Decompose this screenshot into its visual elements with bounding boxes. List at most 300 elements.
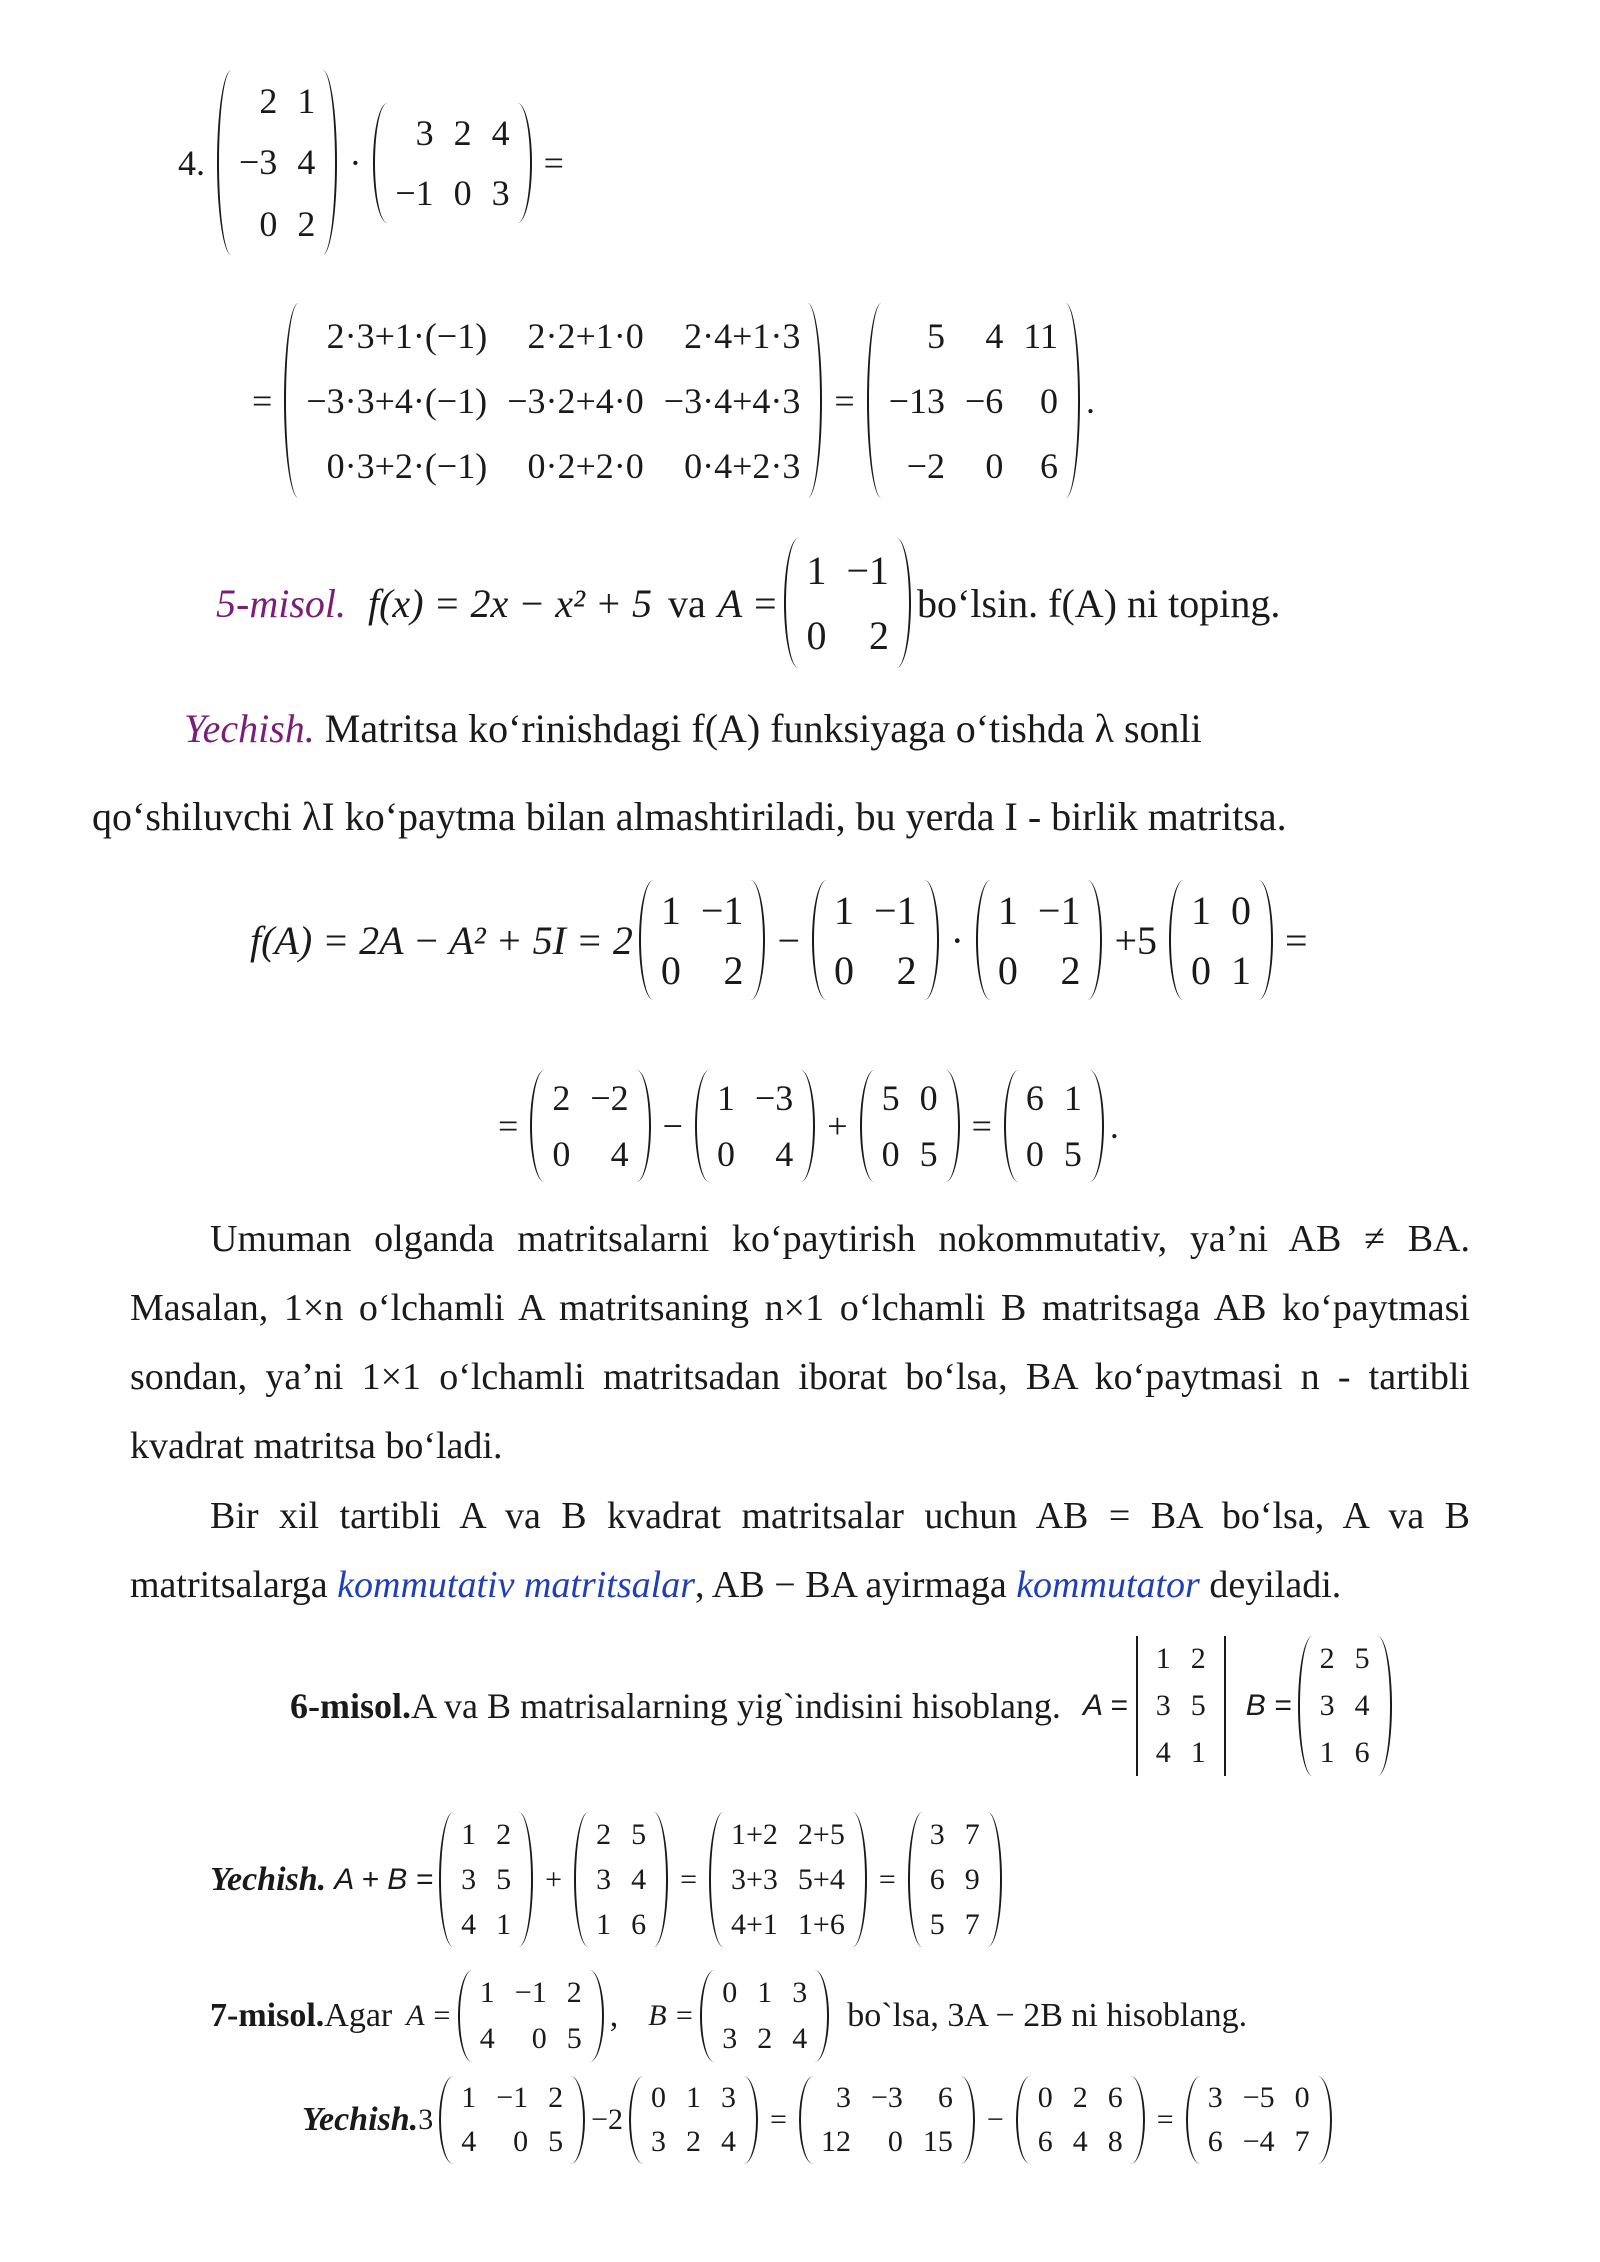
left-bracket <box>433 1812 451 1947</box>
left-bracket <box>1292 1636 1310 1776</box>
coefficient: 3 <box>418 2103 434 2136</box>
matrix-row <box>1146 1729 1216 1776</box>
matrix-cell: −1 <box>1037 887 1081 933</box>
matrix-row <box>721 1902 855 1947</box>
matrix <box>568 1812 674 1947</box>
matrix-cell: 6 <box>1107 2081 1123 2114</box>
matrix <box>1292 1636 1398 1776</box>
matrix-row <box>796 538 899 603</box>
statement-text: Agar <box>324 1997 393 2034</box>
matrix-row <box>721 1857 855 1902</box>
right-bracket <box>753 880 771 1000</box>
matrix-row <box>707 1070 803 1126</box>
matrix-row <box>712 1970 817 2016</box>
right-bracket <box>639 1070 657 1182</box>
matrix <box>1163 880 1279 1000</box>
dot-operator: · <box>950 917 964 963</box>
matrix-cell: 1 <box>716 1078 735 1118</box>
paragraph-noncommutative <box>130 1205 1470 1481</box>
conjunction: va <box>667 580 706 626</box>
right-bracket <box>810 303 828 498</box>
matrix-lhs: A = <box>1082 1689 1128 1722</box>
example-4-line2 <box>246 303 1095 498</box>
left-bracket <box>902 1812 920 1947</box>
matrix-body <box>879 303 1068 498</box>
matrix-cell: −1 <box>874 887 917 933</box>
statement-tail: bo‘lsin. f(A) ni toping. <box>917 580 1281 626</box>
solution-6 <box>210 1812 1008 1947</box>
right-bracket <box>817 1970 835 2062</box>
matrix-row <box>824 880 927 940</box>
solution-text: Matritsa ko‘rinishdagi f(A) funksiyaga o‘tishda λ sonli <box>324 706 1202 751</box>
matrix-cell: −6 <box>965 380 1004 421</box>
matrix-cell: 1 <box>1063 1078 1082 1118</box>
matrix-row <box>707 1126 803 1182</box>
matrix-row <box>451 2120 573 2164</box>
right-bracket <box>899 538 917 668</box>
matrix-cell: 7 <box>964 1817 980 1851</box>
matrix-cell: 2 <box>757 2022 773 2055</box>
matrix-cell: 1 <box>496 1907 512 1941</box>
left-bracket <box>568 1812 586 1947</box>
matrix-row <box>229 193 325 255</box>
right-bracket <box>1090 880 1108 1000</box>
matrix-cell: 2 <box>1319 1642 1335 1676</box>
matrix-cell: 2 <box>723 947 744 993</box>
left-bracket <box>433 2076 451 2164</box>
matrix-cell: 4 <box>721 2125 737 2158</box>
matrix-row <box>470 1970 592 2016</box>
matrix-row <box>296 303 810 368</box>
matrix-cell: 3+3 <box>730 1862 778 1896</box>
left-bracket <box>694 1970 712 2062</box>
term-commutative-matrices: kommutativ matritsalar <box>337 1564 695 1606</box>
left-bracket <box>623 2076 641 2164</box>
matrix-cell: 0·3+2·(−1) <box>326 445 488 486</box>
matrix-cell: 3 <box>792 1976 808 2009</box>
minus-two: −2 <box>591 2103 624 2136</box>
matrix-cell: 4 <box>461 1907 477 1941</box>
matrix-row <box>824 940 927 1000</box>
solution-label: Yechish. <box>302 2101 419 2138</box>
matrix-cell: 0 <box>716 1134 735 1174</box>
matrix-row <box>811 2120 963 2164</box>
matrix <box>452 1970 610 2062</box>
equals-sign: = <box>252 380 273 421</box>
matrix-cell: 1 <box>686 2081 702 2114</box>
matrix <box>694 1970 835 2062</box>
equals-sign: = <box>543 142 564 183</box>
matrix <box>1180 2076 1338 2164</box>
matrix-cell: 3 <box>461 1862 477 1896</box>
matrix-cell: 4 <box>461 2125 477 2158</box>
matrix-cell: 2 <box>552 1078 571 1118</box>
period: . <box>1109 1106 1119 1146</box>
matrix-cell: 4 <box>792 2022 808 2055</box>
matrix-body <box>651 880 754 1000</box>
right-bracket <box>927 880 945 1000</box>
matrix-cell: 5 <box>1354 1642 1370 1676</box>
matrix <box>998 1070 1110 1182</box>
matrix-row <box>988 940 1091 1000</box>
matrix-row <box>229 132 325 194</box>
right-bracket <box>1261 880 1279 1000</box>
matrix-cell: 5 <box>566 2022 582 2055</box>
matrix-cell: 0 <box>887 2125 903 2158</box>
matrix-cell: 2 <box>496 1817 512 1851</box>
matrix-body <box>1198 2076 1320 2164</box>
matrix-cell: 5 <box>919 1134 938 1174</box>
right-bracket <box>948 1070 966 1182</box>
matrix-cell: 5 <box>1190 1688 1206 1722</box>
right-bracket <box>1380 1636 1398 1776</box>
matrix-row <box>641 2076 746 2120</box>
example-6-statement <box>290 1636 1398 1776</box>
matrix-cell: 6 <box>929 1862 945 1896</box>
matrix-cell: −5 <box>1242 2081 1275 2114</box>
matrix-cell: −3·4+4·3 <box>663 380 801 421</box>
matrix-cell: 3 <box>722 2022 738 2055</box>
example-5-statement <box>216 538 1280 668</box>
matrix-cell: 2+5 <box>797 1817 845 1851</box>
matrix-body <box>1146 1636 1216 1776</box>
example-label: 5-misol. <box>216 580 346 626</box>
matrix-cell: 1 <box>997 887 1018 933</box>
matrix-cell: 2 <box>453 112 472 153</box>
solution-label: Yechish. <box>184 706 315 751</box>
matrix <box>861 303 1086 498</box>
matrix-cell: 2·4+1·3 <box>684 315 801 356</box>
matrix-body <box>1028 2076 1133 2164</box>
matrix-cell: −1 <box>700 887 744 933</box>
solution-7 <box>302 2076 1338 2164</box>
statement-text: A va B matrisalarning yig`indisini hisoblang. <box>411 1686 1061 1726</box>
equals-sign: = <box>1156 2103 1174 2136</box>
matrix-cell: 5 <box>881 1078 900 1118</box>
matrix-cell: 2 <box>1072 2081 1088 2114</box>
right-bracket <box>1068 303 1086 498</box>
right-bracket <box>521 1812 539 1947</box>
function-expression: f(x) = 2x − x² + 5 <box>368 580 652 626</box>
matrix-cell: 7 <box>1294 2125 1310 2158</box>
left-bracket <box>367 103 385 223</box>
matrix-cell: 0 <box>919 1078 938 1118</box>
matrix-cell: 4 <box>775 1134 794 1174</box>
matrix-cell: 0 <box>834 947 855 993</box>
matrix-row <box>1028 2076 1133 2120</box>
left-bracket <box>854 1070 872 1182</box>
matrix <box>793 2076 981 2164</box>
matrix-cell: 4 <box>479 2022 495 2055</box>
matrix-row <box>879 303 1068 368</box>
matrix-cell: 3 <box>415 112 434 153</box>
matrix-cell: −1 <box>496 2081 529 2114</box>
matrix-cell: 1 <box>461 2081 477 2114</box>
minus-sign: − <box>662 1106 683 1146</box>
right-bracket <box>573 2076 591 2164</box>
example-label: 7-misol. <box>210 1997 325 2034</box>
matrix-cell: −1 <box>846 548 890 593</box>
matrix-cell: 0 <box>1191 947 1212 993</box>
matrix-cell: 12 <box>820 2125 851 2158</box>
matrix-cell: 2 <box>259 80 278 121</box>
matrix-cell: 6 <box>1037 2125 1053 2158</box>
matrix-cell: 1 <box>1231 947 1252 993</box>
left-bracket <box>998 1070 1016 1182</box>
matrix-cell: 0 <box>1294 2081 1310 2114</box>
equals-sign: = <box>878 1862 896 1896</box>
matrix-cell: −3·3+4·(−1) <box>306 380 488 421</box>
right-bracket <box>855 1812 873 1947</box>
plus-sign: + <box>545 1862 563 1896</box>
left-bracket <box>1180 2076 1198 2164</box>
matrix <box>970 880 1109 1000</box>
period: . <box>1085 380 1095 421</box>
matrix-cell: 6 <box>937 2081 953 2114</box>
matrix-row <box>651 880 754 940</box>
matrix <box>1010 2076 1151 2164</box>
matrix-body <box>385 103 519 223</box>
matrix-body <box>796 538 899 668</box>
matrix-cell: 1 <box>1155 1642 1171 1676</box>
left-bracket <box>1128 1636 1146 1776</box>
equals-sign: = <box>1285 917 1308 963</box>
left-bracket <box>970 880 988 1000</box>
left-bracket <box>452 1970 470 2062</box>
matrix-cell: 0 <box>552 1134 571 1174</box>
matrix-cell: 1+6 <box>797 1907 845 1941</box>
matrix <box>211 70 343 255</box>
matrix-cell: 6 <box>1207 2125 1223 2158</box>
minus-sign: − <box>777 917 801 963</box>
matrix-cell: 3 <box>1155 1688 1171 1722</box>
matrix <box>623 2076 764 2164</box>
example-label: 6-misol. <box>290 1686 411 1726</box>
equals-sign: = <box>770 2103 787 2136</box>
matrix <box>1128 1636 1234 1776</box>
matrix-cell: 0·4+2·3 <box>684 445 801 486</box>
matrix-cell: 0·2+2·0 <box>527 445 644 486</box>
matrix-cell: 5 <box>1063 1134 1082 1174</box>
matrix-row <box>1028 2120 1133 2164</box>
matrix-body <box>451 2076 573 2164</box>
right-bracket <box>325 70 343 255</box>
matrix-cell: 4+1 <box>730 1907 778 1941</box>
solution-5-line2 <box>92 793 1287 840</box>
matrix-cell: 6 <box>631 1907 647 1941</box>
right-bracket <box>1092 1070 1110 1182</box>
matrix-cell: 15 <box>922 2125 953 2158</box>
solution-5-equation <box>250 880 1314 1000</box>
matrix-cell: 0 <box>1037 2081 1053 2114</box>
paragraph-text: Bir xil tartibli A va B kvadrat matritsalar uchun AB = BA bo‘lsa, A va B matritsalarga <box>130 1495 1470 1606</box>
left-bracket <box>211 70 229 255</box>
matrix-cell: 0 <box>806 613 827 658</box>
right-bracket <box>656 1812 674 1947</box>
matrix <box>524 1070 656 1182</box>
right-bracket <box>592 1970 610 2062</box>
matrix-cell: 0 <box>259 204 278 245</box>
matrix-cell: 3 <box>835 2081 851 2114</box>
matrix-lhs: A = <box>717 580 779 626</box>
matrix-cell: 4 <box>631 1862 647 1896</box>
matrix-cell: 2·2+1·0 <box>527 315 644 356</box>
matrix-row <box>1146 1683 1216 1730</box>
matrix-cell: 2 <box>297 204 316 245</box>
matrix-cell: 9 <box>964 1862 980 1896</box>
matrix-cell: 5 <box>548 2125 564 2158</box>
matrix-cell: −3 <box>239 142 278 183</box>
right-bracket <box>803 1070 821 1182</box>
matrix <box>854 1070 966 1182</box>
matrix-row <box>229 70 325 132</box>
matrix-cell: 4 <box>1155 1735 1171 1769</box>
right-bracket <box>746 2076 764 2164</box>
solution-text: qo‘shiluvchi λI ko‘paytma bilan almashtiriladi, bu yerda I - birlik matritsa. <box>92 794 1287 839</box>
matrix-cell: 4 <box>610 1134 629 1174</box>
matrix-cell: 3 <box>1319 1688 1335 1722</box>
left-bracket <box>861 303 879 498</box>
matrix-cell: 1 <box>479 1976 495 2009</box>
matrix-body <box>707 1070 803 1182</box>
matrix <box>806 880 945 1000</box>
matrix-cell: −13 <box>888 380 945 421</box>
solution-5-line1 <box>184 705 1202 752</box>
dot-operator: · <box>349 142 362 183</box>
right-bracket <box>963 2076 981 2164</box>
paragraph-text: , AB − BA ayirmaga <box>695 1564 1007 1606</box>
matrix-cell: 5 <box>927 315 945 356</box>
matrix-cell: 3 <box>721 2081 737 2114</box>
comma: , <box>609 1997 619 2034</box>
matrix-row <box>385 163 519 223</box>
matrix-cell: 3 <box>651 2125 667 2158</box>
matrix-cell: 0 <box>1039 380 1058 421</box>
matrix-cell: 2 <box>1060 947 1081 993</box>
matrix-body <box>296 303 810 498</box>
matrix-cell: 8 <box>1107 2125 1123 2158</box>
matrix-cell: −4 <box>1242 2125 1275 2158</box>
matrix-cell: 11 <box>1023 315 1058 356</box>
left-bracket <box>793 2076 811 2164</box>
matrix-cell: −3·2+4·0 <box>507 380 644 421</box>
matrix-cell: 7 <box>964 1907 980 1941</box>
matrix-cell: 6 <box>1039 445 1058 486</box>
matrix-cell: 1 <box>1190 1735 1206 1769</box>
matrix-cell: 4 <box>985 315 1004 356</box>
matrix-row <box>879 368 1068 433</box>
matrix-cell: 1 <box>806 548 827 593</box>
matrix-cell: 0 <box>453 172 472 213</box>
matrix-body <box>988 880 1091 1000</box>
left-bracket <box>524 1070 542 1182</box>
matrix-cell: 1 <box>1319 1735 1335 1769</box>
matrix-body <box>641 2076 746 2164</box>
left-bracket <box>633 880 651 1000</box>
matrix-cell: 5 <box>631 1817 647 1851</box>
matrix <box>778 538 917 668</box>
matrix <box>689 1070 821 1182</box>
matrix-row <box>796 603 899 668</box>
left-bracket <box>806 880 824 1000</box>
right-bracket <box>1320 2076 1338 2164</box>
left-bracket <box>703 1812 721 1947</box>
matrix-row <box>542 1126 638 1182</box>
matrix-lhs: B = <box>648 1999 695 2032</box>
solution-5-result <box>492 1070 1119 1182</box>
paragraph-text: deyiladi. <box>1209 1564 1342 1606</box>
matrix-cell: 4 <box>1354 1688 1370 1722</box>
matrix-row <box>879 433 1068 498</box>
matrix-cell: 2·3+1·(−1) <box>326 315 488 356</box>
matrix-cell: 3 <box>1207 2081 1223 2114</box>
matrix-body <box>824 880 927 1000</box>
matrix-cell: −1 <box>395 172 434 213</box>
matrix-cell: −2 <box>590 1078 629 1118</box>
matrix-row <box>641 2120 746 2164</box>
left-bracket <box>778 538 796 668</box>
matrix-body <box>712 1970 817 2062</box>
matrix-cell: −3 <box>870 2081 903 2114</box>
matrix-cell: 0 <box>985 445 1004 486</box>
minus-sign: − <box>986 2103 1004 2136</box>
left-bracket <box>1163 880 1181 1000</box>
matrix <box>278 303 828 498</box>
matrix <box>703 1812 873 1947</box>
matrix-cell: 0 <box>651 2081 667 2114</box>
matrix-cell: 6 <box>1025 1078 1044 1118</box>
matrix-body <box>542 1070 638 1182</box>
matrix-row <box>296 433 810 498</box>
matrix <box>633 880 772 1000</box>
equals-sign: = <box>834 380 855 421</box>
matrix <box>433 2076 591 2164</box>
equation-lhs: f(A) = 2A − A² + 5I = 2 <box>250 917 633 963</box>
right-bracket <box>990 1812 1008 1947</box>
matrix-cell: 1 <box>834 887 855 933</box>
matrix-cell: 5 <box>496 1862 512 1896</box>
left-bracket <box>1010 2076 1028 2164</box>
matrix <box>367 103 537 223</box>
matrix-row <box>451 2076 573 2120</box>
equals-sign: = <box>498 1106 519 1146</box>
matrix-row <box>712 2016 817 2062</box>
matrix <box>433 1812 539 1947</box>
matrix-body <box>470 1970 592 2062</box>
matrix-row <box>721 1812 855 1857</box>
matrix-cell: 4 <box>491 112 510 153</box>
matrix-cell: 4 <box>1072 2125 1088 2158</box>
example-4-line1 <box>172 70 570 255</box>
statement-tail: bo`lsa, 3A − 2B ni hisoblang. <box>847 1997 1248 2034</box>
matrix-cell: 0 <box>513 2125 529 2158</box>
matrix-body <box>721 1812 855 1947</box>
matrix-row <box>385 103 519 163</box>
matrix-body <box>811 2076 963 2164</box>
example-7-statement <box>210 1970 1247 2062</box>
matrix-cell: 1 <box>1191 887 1212 933</box>
matrix-cell: 2 <box>548 2081 564 2114</box>
matrix-cell: 2 <box>686 2125 702 2158</box>
matrix-row <box>470 2016 592 2062</box>
matrix-cell: −2 <box>906 445 945 486</box>
matrix-cell: 1 <box>297 80 316 121</box>
paragraph-commutative <box>130 1482 1470 1620</box>
matrix-row <box>1146 1636 1216 1683</box>
equals-sign: = <box>971 1106 992 1146</box>
matrix-body <box>229 70 325 255</box>
matrix-lhs: A = <box>406 1999 452 2032</box>
